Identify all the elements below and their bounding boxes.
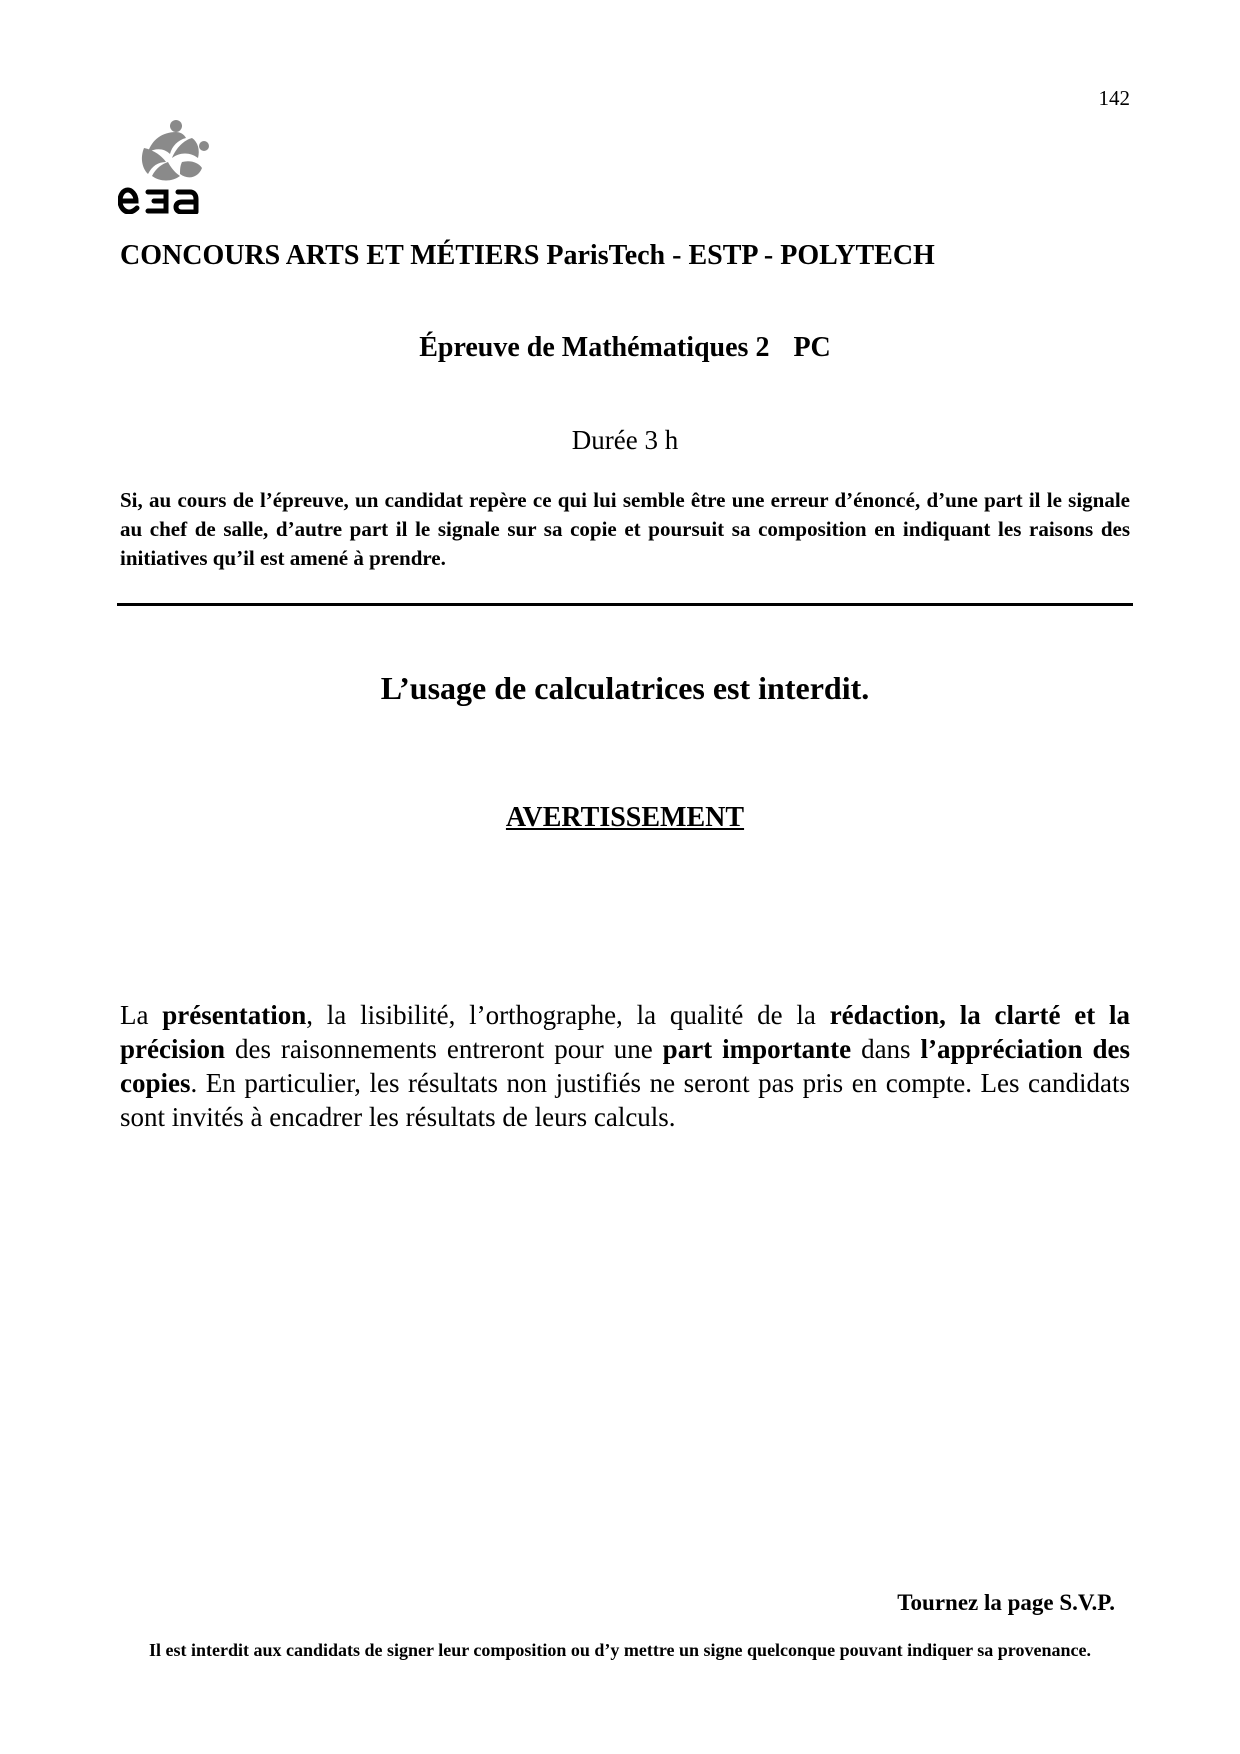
e3a-logo (118, 118, 230, 214)
exam-title (120, 332, 1130, 364)
warning-text: dans (851, 1034, 921, 1064)
warning-text: , la lisibilité, l’orthographe, la qualité de la (306, 1000, 830, 1030)
contest-title: CONCOURS ARTS ET MÉTIERS ParisTech - ESTP - POLYTECH (120, 240, 935, 271)
footer-notice: Il est interdit aux candidats de signer leur composition ou d’y mettre un signe quelconque pouvant indiquer sa provenance. (149, 1640, 1091, 1660)
warning-text: La (120, 1000, 163, 1030)
warning-heading: AVERTISSEMENT (505, 802, 745, 833)
turn-page-notice: Tournez la page S.V.P. (897, 1590, 1115, 1615)
warning-emphasis: rédaction, la clarté et la précision (120, 1000, 1130, 1064)
warning-emphasis: l’appréciation des copies (120, 1034, 1130, 1098)
warning-emphasis: présentation (162, 1000, 307, 1030)
error-notice: Si, au cours de l’épreuve, un candidat repère ce qui lui semble être une erreur d’énoncé, d’une part il le signale au chef de salle, d’autre part il le signale sur sa copie et poursuit sa composition en indiquant les raisons des initiatives qu’il est amené à prendre. (120, 488, 1130, 570)
exam-subject: Épreuve de Mathématiques 2 (419, 332, 770, 363)
calculator-notice: L’usage de calculatrices est interdit. (380, 670, 870, 706)
page-number: 142 (1098, 86, 1130, 110)
warning-text: . En particulier, les résultats non justifiés ne seront pas pris en compte. Les candidats sont invités à encadrer les résultats de leurs calculs. (120, 1068, 1130, 1132)
warning-body (120, 998, 1130, 1134)
exam-duration: Durée 3 h (571, 425, 679, 455)
header-divider (117, 603, 1133, 606)
warning-text: des raisonnements entreront pour une (225, 1034, 663, 1064)
warning-emphasis: part importante (662, 1034, 852, 1064)
e3a-logo-icon (118, 118, 230, 214)
exam-track: PC (793, 332, 831, 363)
